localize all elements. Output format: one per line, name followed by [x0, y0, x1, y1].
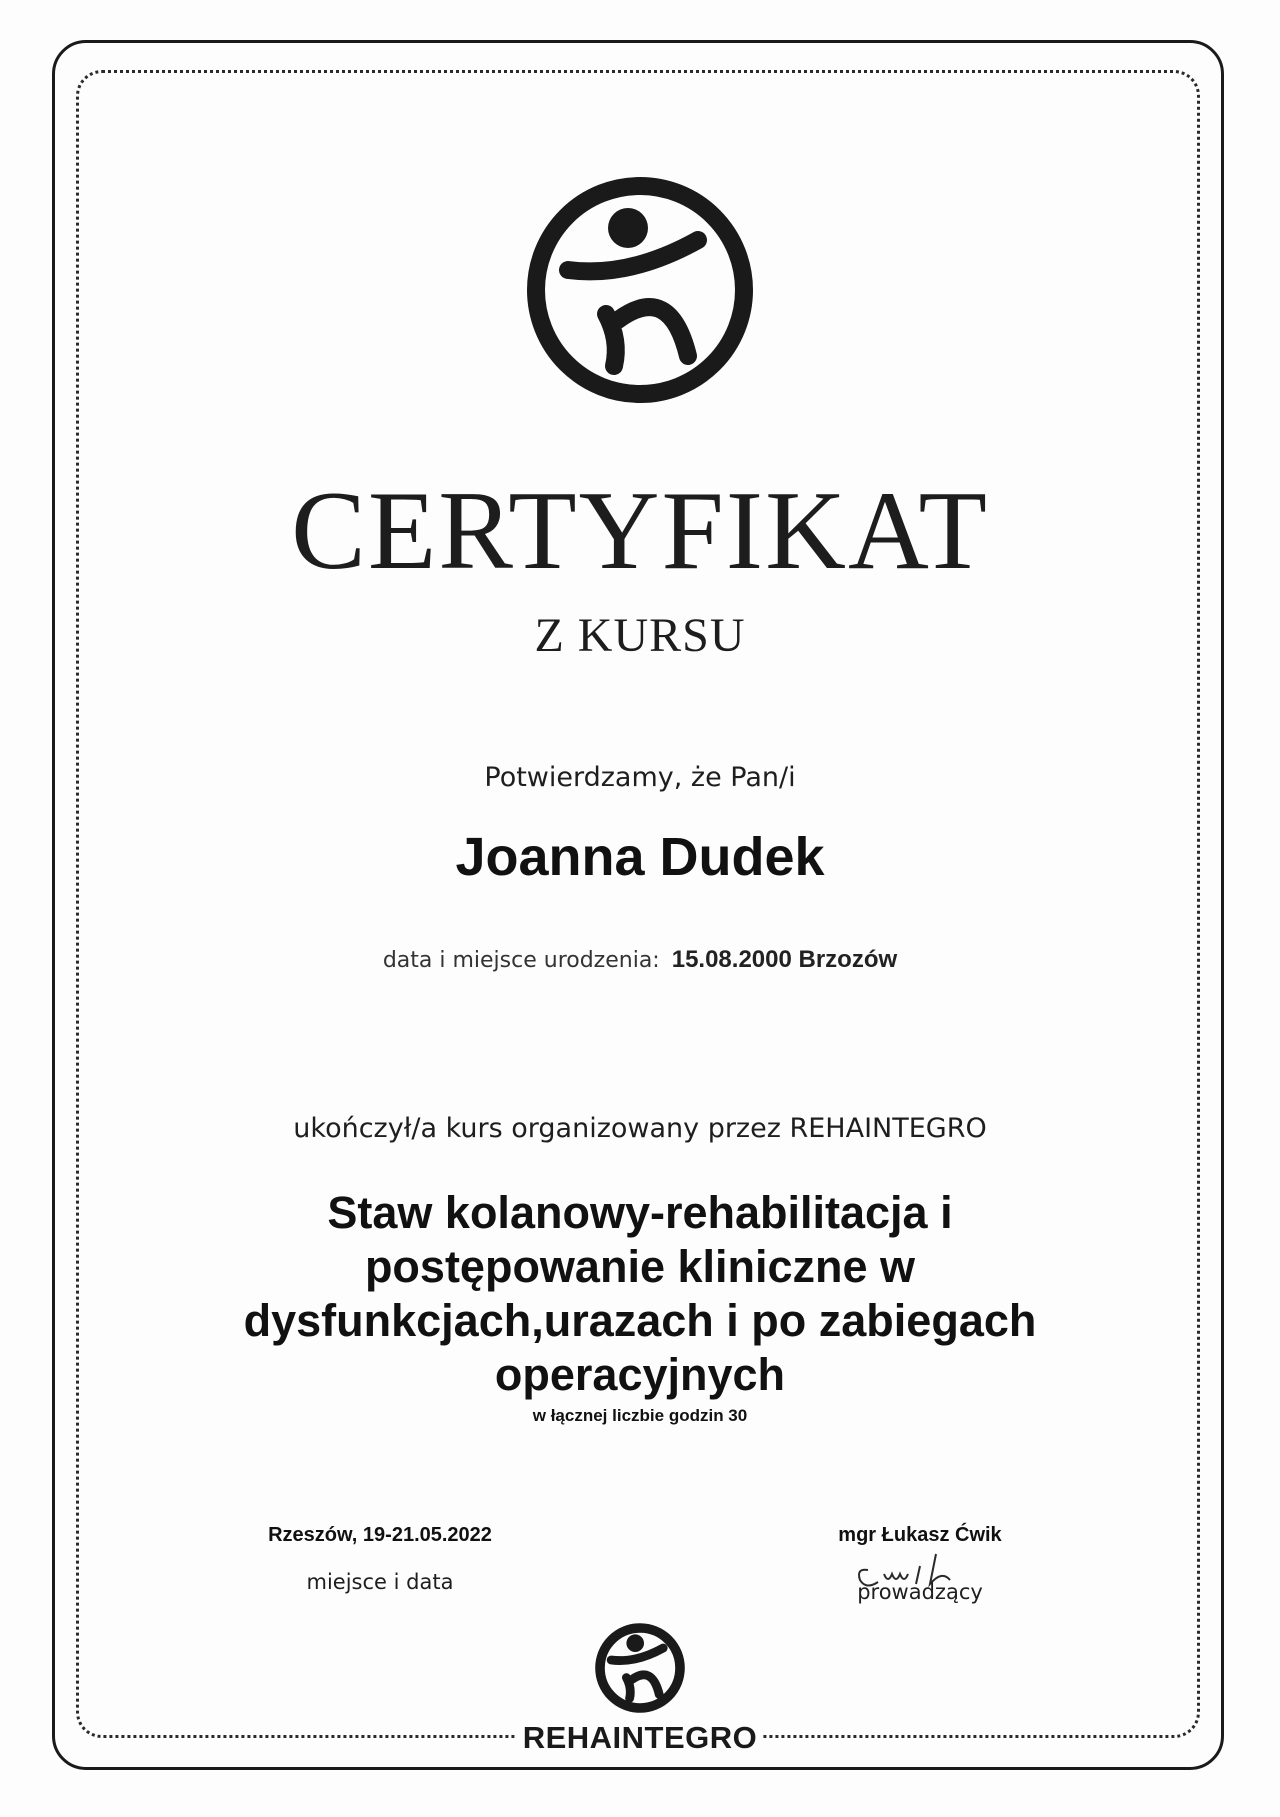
- signer-name: mgr Łukasz Ćwik: [838, 1524, 1002, 1546]
- rehaintegro-logo-icon: [520, 170, 760, 410]
- place-date-label: miejsce i data: [306, 1570, 454, 1594]
- confirmation-text: Potwierdzamy, że Pan/i: [484, 762, 796, 793]
- rehaintegro-logo-small-icon: [592, 1620, 688, 1716]
- birth-info: [0, 946, 1280, 974]
- certificate-title: CERTYFIKAT: [291, 469, 989, 593]
- recipient-name: Joanna Dudek: [455, 827, 825, 887]
- hours-text: w łącznej liczbie godzin 30: [532, 1406, 748, 1425]
- brand-bar: [0, 1720, 1280, 1756]
- course-title-line: postępowanie kliniczne w: [364, 1241, 916, 1292]
- signer-role: prowadzący: [857, 1580, 983, 1604]
- birth-label: data i miejsce urodzenia:: [382, 948, 660, 973]
- course-title-line: operacyjnych: [494, 1349, 786, 1400]
- course-title-line: Staw kolanowy-rehabilitacja i: [327, 1187, 953, 1238]
- course-title: [160, 1186, 1120, 1402]
- certificate-subtitle: Z KURSU: [534, 609, 746, 662]
- place-date: Rzeszów, 19-21.05.2022: [268, 1524, 492, 1546]
- completion-text: ukończył/a kurs organizowany przez REHAINTEGRO: [293, 1113, 987, 1144]
- birth-value: 15.08.2000 Brzozów: [671, 946, 898, 973]
- brand-name: REHAINTEGRO: [517, 1720, 764, 1756]
- course-title-line: dysfunkcjach,urazach i po zabiegach: [243, 1295, 1037, 1346]
